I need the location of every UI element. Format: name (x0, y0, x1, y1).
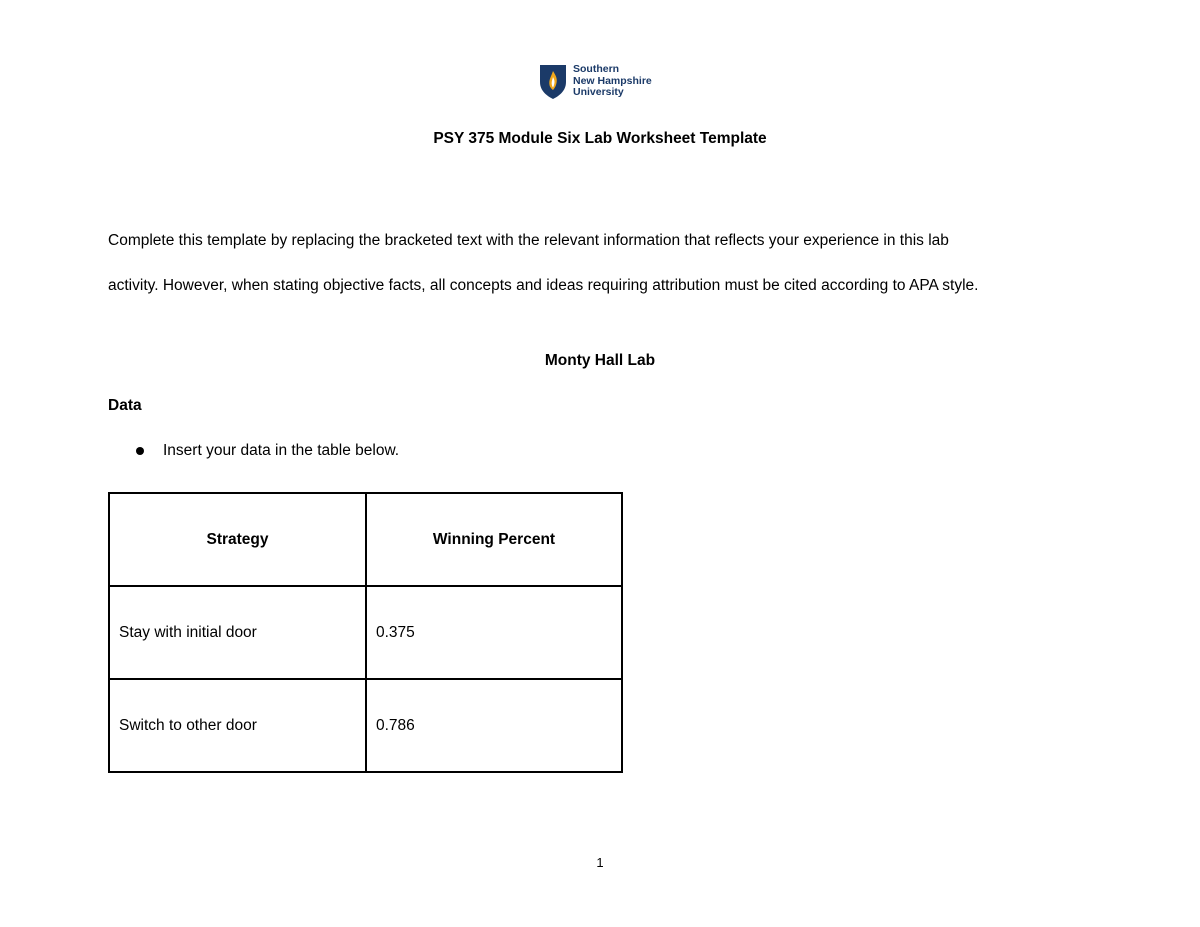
table-cell-strategy: Stay with initial door (109, 586, 366, 679)
table-cell-strategy: Switch to other door (109, 679, 366, 772)
table-cell-winning-percent: 0.375 (366, 586, 622, 679)
logo-line-3: University (573, 86, 624, 98)
logo-line-1: Southern (573, 63, 620, 75)
page-number: 1 (596, 855, 604, 870)
university-logo (539, 64, 669, 104)
logo-wordmark (573, 64, 652, 99)
intro-line: activity. However, when stating objective facts, all concepts and ideas requiring attribution must be cited according to APA style. (108, 277, 979, 294)
intro-paragraph (108, 218, 1098, 308)
table-cell-winning-percent: 0.786 (366, 679, 622, 772)
table-header-row (109, 493, 622, 586)
data-heading: Data (108, 397, 142, 414)
data-table (108, 492, 623, 773)
bullet-icon (136, 447, 144, 455)
section-title: Monty Hall Lab (544, 352, 656, 369)
snhu-shield-flame-icon (539, 64, 567, 100)
table-header-strategy: Strategy (109, 493, 366, 586)
document-title: PSY 375 Module Six Lab Worksheet Template (433, 130, 767, 147)
table-row (109, 586, 622, 679)
table-header-winning-percent: Winning Percent (366, 493, 622, 586)
logo-line-2: New Hampshire (573, 74, 652, 87)
bullet-text: Insert your data in the table below. (163, 442, 400, 459)
intro-line: Complete this template by replacing the bracketed text with the relevant information that reflects your experience in this lab (108, 232, 949, 249)
bullet-item (136, 442, 399, 460)
table-row (109, 679, 622, 772)
